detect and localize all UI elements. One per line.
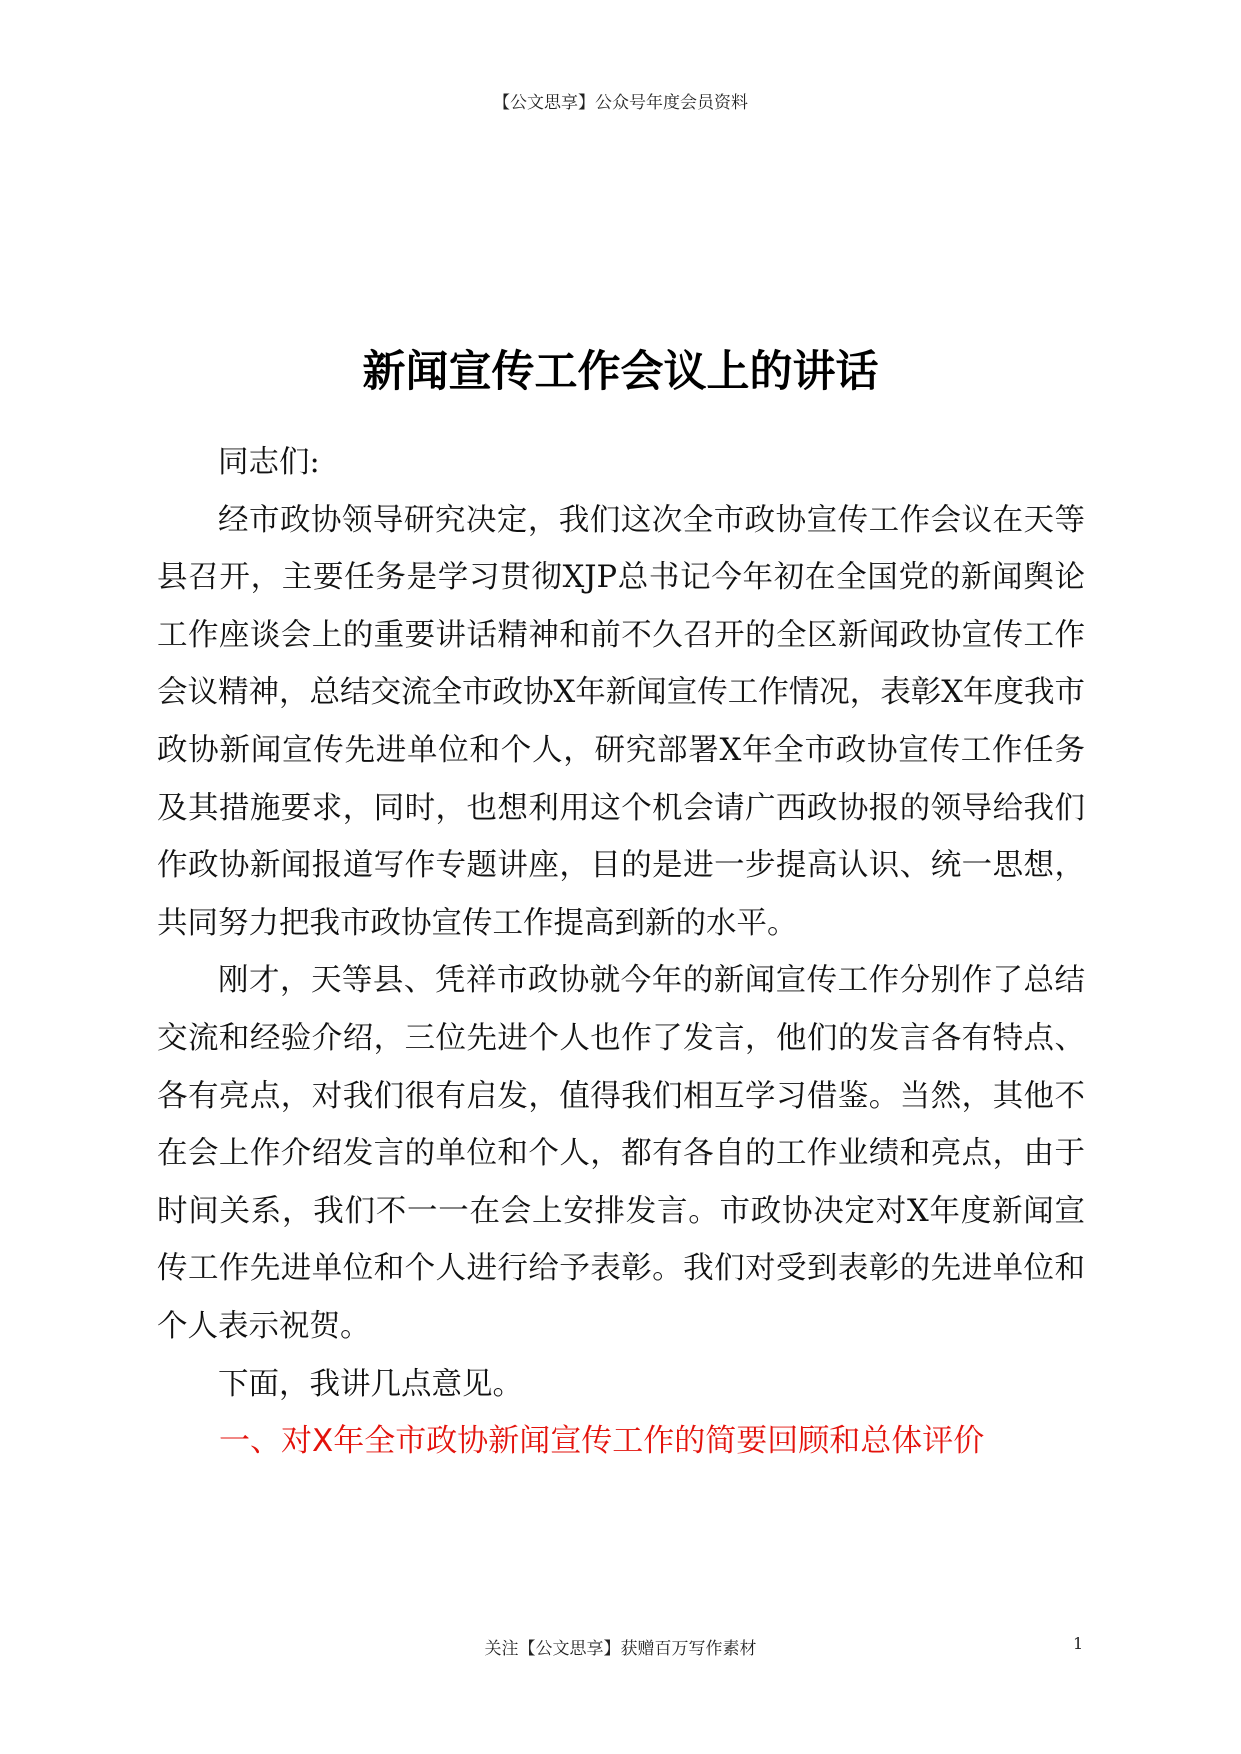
page-number: 1 — [1073, 1634, 1084, 1653]
document-title: 新闻宣传工作会议上的讲话 — [362, 347, 879, 397]
section-heading: 一、对X年全市政协新闻宣传工作的简要回顾和总体评价 — [219, 1423, 985, 1460]
page-header: 【公文思享】公众号年度会员资料 — [493, 93, 748, 113]
document-body — [157, 434, 1085, 1471]
paragraph-2: 刚才，天等县、凭祥市政协就今年的新闻宣传工作分别作了总结交流和经验介绍，三位先进个人也作了发言，他们的发言各有特点、各有亮点，对我们很有启发，值得我们相互学习借鉴。当然，其他不在会上作介绍发言的单位和个人，都有各自的工作业绩和亮点，由于时间关系，我们不一一在会上安排发言。市政协决定对X年度新闻宣传工作先进单位和个人进行给予表彰。我们对受到表彰的先进单位和个人表示祝贺。 — [157, 963, 1085, 1344]
page-footer: 关注【公文思享】获赠百万写作素材 — [484, 1639, 757, 1659]
salutation: 同志们: — [218, 445, 320, 480]
paragraph-3: 下面，我讲几点意见。 — [218, 1366, 523, 1402]
paragraph-1: 经市政协领导研究决定，我们这次全市政协宣传工作会议在天等县召开，主要任务是学习贯彻XJP总书记今年初在全国党的新闻舆论工作座谈会上的重要讲话精神和前不久召开的全区新闻政协宣传工作会议精神，总结交流全市政协X年新闻宣传工作情况，表彰X年度我市政协新闻宣传先进单位和个人，研究部署X年全市政协宣传工作任务及其措施要求，同时，也想利用这个机会请广西政协报的领导给我们作政协新闻报道写作专题讲座，目的是进一步提高认识、统一思想，共同努力把我市政协宣传工作提高到新的水平。 — [157, 502, 1085, 941]
